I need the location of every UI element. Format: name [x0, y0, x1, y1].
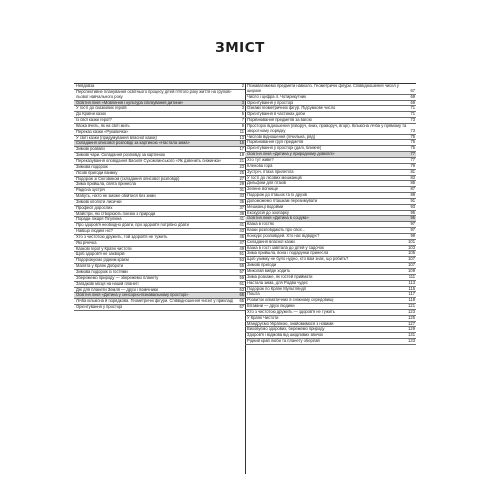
- toc-entry-page: 25: [239, 169, 244, 175]
- toc-entry-page: 101: [408, 238, 415, 244]
- toc-entry-title: Екскурсія до зоопарку: [247, 209, 289, 215]
- toc-entry-title: Казка в гостях: [247, 221, 274, 227]
- toc-entry-title: Допоможемо пташкам перезимувати: [247, 197, 318, 203]
- toc-entry-title: Орієнтування у просторі (далі, ближче): [247, 145, 322, 151]
- toc-entry-page: 107: [408, 262, 415, 268]
- toc-entry-page: 15: [239, 140, 244, 146]
- toc-entry-title: Мешканці водойми: [247, 203, 284, 209]
- toc-entry-page: 11: [239, 128, 244, 134]
- toc-entry-title: Хто з чистотою дружить — здоров'я не тужить: [247, 308, 335, 314]
- toc-entry-page: 111: [408, 273, 415, 279]
- toc-entry-page: 77: [410, 156, 415, 162]
- toc-entry-title: Зелене вогнище: [247, 186, 278, 192]
- toc-entry-page: 77: [410, 151, 415, 157]
- toc-entry-page: 81: [410, 168, 415, 174]
- toc-entry-page: 5: [241, 111, 244, 117]
- toc-entry-page: 75: [410, 133, 415, 139]
- toc-entry-page: 67: [239, 304, 244, 310]
- toc-entry-page: 31: [239, 187, 244, 193]
- toc-entry-title: Казки розповідають про своє...: [247, 227, 306, 233]
- toc-entry-title: Подорож до пташок та їх друзів: [247, 192, 307, 198]
- toc-entry-page: 61: [239, 280, 244, 286]
- toc-entry-title: Освітня лінія «Мовлення і культура спілкування дитини»: [76, 99, 184, 105]
- toc-entry-title: Порівнювання предметів за вагою: [247, 117, 312, 123]
- toc-entry-page: 113: [408, 279, 415, 285]
- toc-entry-title: У гості до сказкових героїв: [76, 105, 127, 111]
- toc-entry-title: Поради лікаря Пігулкіна: [76, 216, 122, 222]
- toc-entry-title: Зимова подорож із гостями: [76, 269, 128, 274]
- toc-entry-title: Орієнтування у просторі: [247, 99, 294, 105]
- toc-entry-page: 89: [410, 192, 415, 198]
- toc-entry-page: 119: [408, 297, 415, 303]
- toc-entry-title: Мандруємо Україною, знайомимося з новими: [247, 320, 334, 326]
- toc-entry: [74, 305, 245, 311]
- toc-entry-title: Зима прийшла, вона і подарунки принесла: [247, 250, 329, 256]
- toc-entry-page: 91: [410, 197, 415, 203]
- toc-entry-page: 47: [239, 239, 244, 245]
- toc-entry-title: Щоб узимку не було нудно, хто вам знає, що робить?: [247, 256, 349, 262]
- toc-entry-title: Подорожуємо рідним краєм: [76, 257, 129, 263]
- toc-entry-page: 97: [410, 221, 415, 227]
- toc-entry-title: Майстри, які створюють поезію з природи: [76, 210, 156, 216]
- toc-entry-page: 105: [408, 250, 415, 256]
- toc-entry-title: Зима розкаже, як гостей приймати: [247, 273, 313, 279]
- toc-entry-page: 9: [241, 122, 244, 128]
- toc-entry-title: Конкурс розповідей. Хто нас відвідує?: [247, 232, 320, 238]
- toc-entry-title: Зимові чари. Складання розповіді за картиною: [76, 152, 166, 158]
- toc-entry-title: Переказування оповідання Василя Сухомлинського «Як дзвенить сніжинка»: [76, 157, 222, 163]
- toc-entry-title: Настала зима, для Різдва чудес: [247, 279, 308, 285]
- toc-entry-page: 69: [410, 99, 415, 105]
- toc-entry-title: Освітня лінія «Дитина у сенсорно-пізнавальному просторі»: [76, 292, 189, 298]
- toc-entry-page: 69: [410, 93, 415, 99]
- toc-entry-title: Зимові розваги: [76, 146, 105, 152]
- toc-entry-page: 65: [239, 292, 244, 298]
- toc-entry-title: Миколай вийде ходить: [247, 268, 291, 273]
- toc-entry-title: Освітня лінія «Дитина в соціумі»: [247, 215, 309, 221]
- toc-entry-title: Навіщо людині ніс?: [76, 228, 113, 234]
- toc-entry-page: 85: [410, 180, 415, 186]
- toc-entry-title: Зима прийшла, свята принесла: [76, 181, 136, 187]
- toc-entry-title: Про здоров'я необхідно дбати, про здоров'я потрібно дбати: [76, 222, 189, 228]
- toc-entry-page: 37: [239, 204, 244, 210]
- toc-entry-page: 97: [410, 227, 415, 233]
- toc-entry-page: 41: [239, 222, 244, 228]
- toc-entry-page: 2: [241, 83, 244, 88]
- toc-entry-title: Переказ казки «Рукавичка»: [76, 128, 129, 134]
- toc-entry-page: 17: [239, 146, 244, 152]
- toc-entry-page: 73: [410, 117, 415, 123]
- toc-entry-title: Професії дорослих: [76, 204, 113, 210]
- toc-entry-title: Збережемо природу — збережемо планету: [76, 274, 159, 280]
- toc-entry-page: 79: [410, 162, 415, 168]
- toc-entry-page: 95: [410, 215, 415, 221]
- toc-entry-page: 67: [410, 87, 415, 93]
- toc-entry-title: Загадкові місця на нашій планеті: [76, 280, 139, 286]
- toc-entry-page: 99: [410, 232, 415, 238]
- toc-entry-title: Розвиток кліматичних в сніжному середовищі: [247, 297, 334, 303]
- toc-entry-title: Зимові клопоти лисички: [76, 198, 122, 204]
- toc-entry-title: Число і цифра 4. Чотирикутник: [247, 93, 306, 99]
- toc-entry-title: Складання описової розповіді за картиною «Настала зима»: [76, 140, 190, 146]
- toc-entry-title: У світі казки (придумування власної казки): [76, 134, 157, 140]
- toc-entry-page: 29: [239, 181, 244, 187]
- toc-entry-title: Зустріч, птаха прилетіла: [247, 168, 294, 174]
- toc-entry-page: 53: [239, 257, 244, 263]
- toc-entry-title: Казка в гості завітала до дітей у садочок: [247, 244, 324, 250]
- toc-entry-page: 133: [408, 338, 415, 344]
- toc-entry-page: 57: [239, 269, 244, 274]
- toc-entry-page: 71: [410, 111, 415, 117]
- toc-right-column: [245, 84, 416, 474]
- toc-entry-page: 75: [410, 139, 415, 145]
- toc-entry-title: Орієнтування у просторі: [76, 304, 123, 310]
- toc-entry-page: 93: [410, 203, 415, 209]
- toc-entry-page: 87: [410, 186, 415, 192]
- toc-entry: [245, 339, 416, 345]
- toc-entry-title: Лісові пригоди взимку: [76, 169, 118, 175]
- toc-entry-title: Виховуємо здорових, бережемо природу: [247, 326, 325, 332]
- toc-entry-page: 39: [239, 210, 244, 216]
- toc-entry-title: Кленова гора: [247, 162, 273, 168]
- toc-entry-page: 43: [239, 228, 244, 234]
- toc-entry-page: 115: [408, 285, 415, 291]
- toc-entry-title: Вітаміни — друзі людини: [247, 303, 295, 309]
- toc-entry-title: Невдовза: [76, 83, 95, 88]
- toc-entry-page: 75: [410, 145, 415, 151]
- toc-entry-title: Дельфіни для птахів: [247, 180, 286, 186]
- toc-entry-page: 23: [239, 163, 244, 169]
- toc-left-column: [74, 84, 246, 474]
- toc-entry-title: Пошта: [247, 291, 260, 297]
- toc-entry-page: 55: [239, 263, 244, 269]
- toc-entry-title: Ознаки геометричних фігур. Підсумкове число: [247, 105, 336, 111]
- toc-entry-page: 7: [241, 117, 244, 123]
- toc-entry-title: Хто тут живе?: [247, 156, 274, 162]
- toc-entry-title: Щоб здоров'я не захворів: [76, 251, 125, 257]
- toc-entry-title: У гості до лісових мешканців: [247, 174, 302, 180]
- toc-entry-title: Малята у Країні Доброти: [76, 263, 124, 269]
- toc-entry-page: 95: [410, 209, 415, 215]
- toc-entry-title: Мабуть, ніхто не зможе обійтися без зими: [76, 193, 156, 199]
- toc-entry-title: Дні для планети Земля — друзі і помічники: [76, 286, 158, 292]
- toc-entry-title: Зимова подорож: [76, 163, 108, 169]
- toc-entry-page: 3: [241, 105, 244, 111]
- toc-entry-title: Подорож по Країні Мультляндії: [247, 285, 306, 291]
- toc-entry-page: 45: [239, 233, 244, 239]
- toc-entry-title: Пізнаватимемо предмети навколо. Геометричні фігури. Співвідношення чисел у широке: [247, 83, 399, 93]
- toc-entry-page: 131: [408, 332, 415, 338]
- toc-entry-page: 19: [239, 152, 244, 158]
- toc-entry-page: 83: [410, 174, 415, 180]
- toc-entry-title: Перспективне планування освітнього процесу дітей п'ятого року життя на групові- льової навчального року: [76, 88, 232, 99]
- toc-entry-title: Хто з чистотою дружить, той здоров'я не тужить: [76, 233, 168, 239]
- toc-entry-title: Квока вчить, як на світі жить: [76, 122, 130, 128]
- toc-entry-title: Здоров'я і відмова від шкідливих звичок: [247, 332, 324, 338]
- toc-entry-page: 27: [239, 175, 244, 181]
- toc-entry-title: Складання власної казки: [247, 238, 295, 244]
- toc-entry-page: 63: [239, 286, 244, 292]
- toc-entry-page: 33: [239, 193, 244, 199]
- toc-entry-title: До Країни казок: [76, 111, 107, 117]
- toc-entry-title: Освітня лінія «Дитина у природному довкіллі»: [247, 151, 335, 157]
- toc-entry-page: 129: [408, 326, 415, 332]
- toc-entry-page: 49: [239, 245, 244, 251]
- toc-entry-page: 71: [410, 105, 415, 111]
- toc-entry-title: Лічба кількісна й порядкова. Геометричні фігури. Співвідношення чисел у прикладі: [76, 298, 234, 304]
- toc-entry-page: 51: [239, 251, 244, 257]
- toc-entry-page: 123: [408, 308, 415, 314]
- toc-entry-page: 21: [239, 157, 244, 163]
- toc-entry-page: 59: [239, 274, 244, 280]
- toc-entry-page: 41: [239, 216, 244, 222]
- toc-entry-title: Подорож зі Сніговиком (складання описової розповіді): [76, 175, 180, 181]
- toc-entry-page: 125: [408, 314, 415, 320]
- toc-entry-page: 121: [408, 303, 415, 309]
- page-title: ЗМІСТ: [215, 40, 265, 56]
- toc-entry-title: Які річечка: [76, 239, 97, 245]
- toc-entry-title: Числові відношення (лічильна, ряд): [247, 133, 316, 139]
- toc-entry-title: Орієнтування в частинах доби: [247, 111, 305, 117]
- toc-entry-page: 73: [410, 127, 415, 133]
- toc-entry-title: Простороі відношення (ліворуч, вниз, праворуч, вгорі). Кількісна лічба у прямому та зворотному порядку: [247, 122, 407, 133]
- toc-entry-page: 117: [408, 291, 415, 297]
- toc-entry-title: Рідний край люби та планету оберігай: [247, 338, 320, 344]
- toc-entry-page: 127: [408, 320, 415, 326]
- toc-entry-page: 3: [241, 99, 244, 105]
- toc-entry-page: 13: [239, 134, 244, 140]
- toc-entry-title: Радісна зустріч: [76, 187, 105, 193]
- toc-entry-title: Казкові герої у Країні чистоти: [76, 245, 132, 251]
- toc-entry-page: 107: [408, 256, 415, 262]
- toc-entry-title: Зимові пригоди: [247, 262, 277, 268]
- table-of-contents: [74, 83, 416, 474]
- toc-entry-title: У Країні Чистоти: [247, 314, 279, 320]
- toc-entry-title: Із свої казки герої?: [76, 117, 112, 123]
- toc-entry-page: 65: [239, 298, 244, 304]
- toc-entry-page: 109: [408, 268, 415, 273]
- toc-entry-page: 35: [239, 198, 244, 204]
- toc-entry-page: 103: [408, 244, 415, 250]
- toc-entry-title: Порівнювання груп предметів: [247, 139, 304, 145]
